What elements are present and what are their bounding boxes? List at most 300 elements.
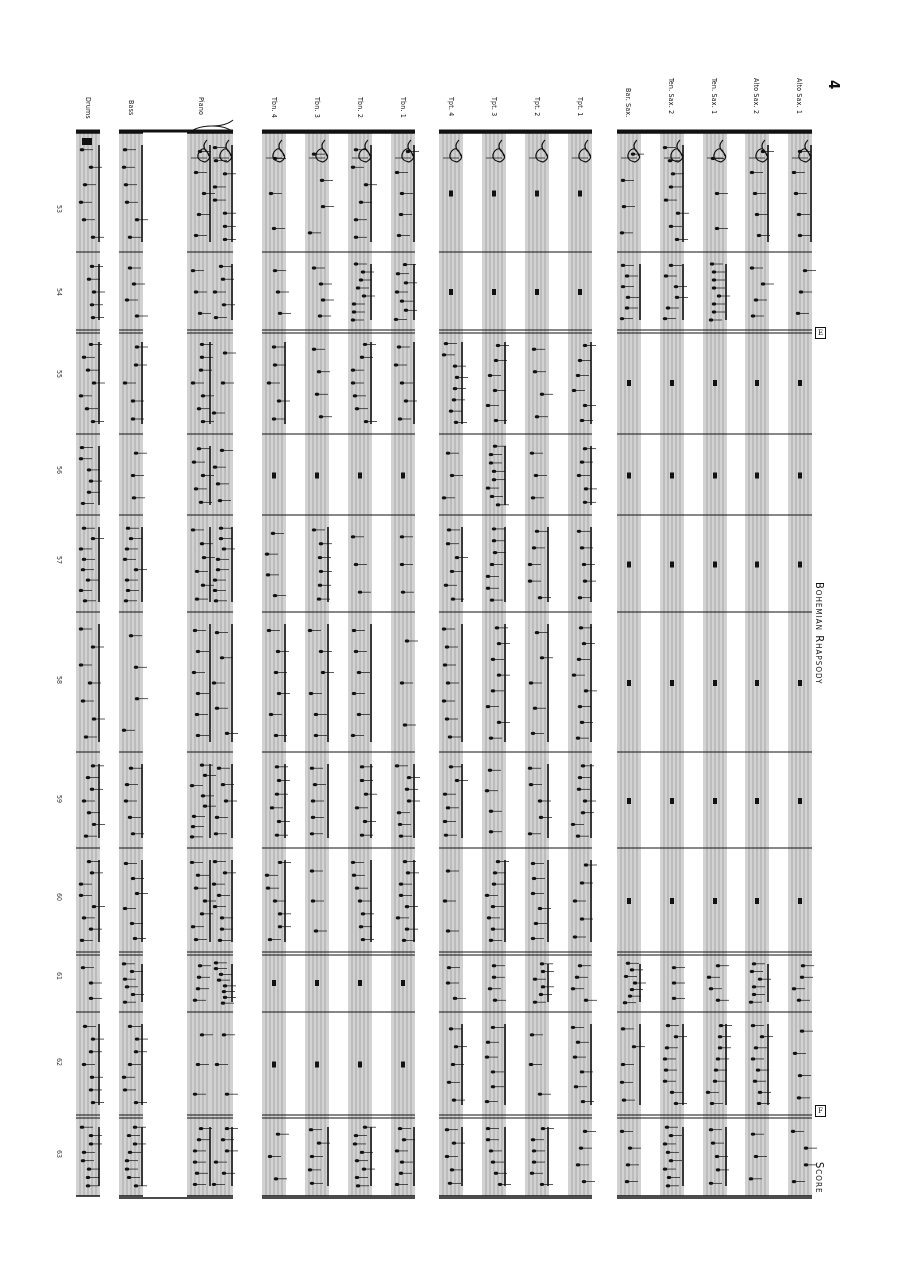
note-head: [448, 735, 452, 738]
note-head: [355, 1176, 359, 1179]
note-head: [485, 1055, 489, 1058]
note-head: [203, 774, 207, 777]
note-head: [531, 1138, 535, 1141]
note-head: [88, 681, 92, 684]
instrument-label-tpt-3: Tpt. 3: [490, 97, 498, 117]
note-head: [674, 1102, 678, 1105]
note-head: [576, 835, 580, 838]
note-head: [403, 723, 407, 726]
note-head: [218, 939, 222, 942]
note-head: [443, 663, 447, 666]
note-head: [354, 148, 358, 151]
note-head: [128, 266, 132, 269]
note-head: [535, 631, 539, 634]
note-head: [89, 1050, 93, 1053]
note-head: [800, 976, 804, 979]
note-head: [496, 860, 500, 863]
note-head: [486, 486, 490, 489]
note-head: [663, 1057, 667, 1060]
note-head: [750, 171, 754, 174]
note-head: [355, 1159, 359, 1162]
note-head: [212, 883, 216, 886]
note-head: [442, 627, 446, 630]
rest-icon: [798, 798, 802, 804]
note-head: [213, 466, 217, 469]
note-head: [203, 899, 207, 902]
measure-number: 61: [55, 972, 63, 981]
note-head: [530, 452, 534, 455]
note-head: [400, 563, 404, 566]
note-head: [491, 1085, 495, 1088]
note-head: [493, 871, 497, 874]
note-head: [577, 474, 581, 477]
note-head: [533, 1001, 537, 1004]
note-head: [91, 316, 95, 319]
note-head: [134, 1184, 138, 1187]
note-head: [630, 968, 634, 971]
note-head: [90, 265, 94, 268]
instrument-label-tpt-2: Tpt. 2: [533, 97, 541, 117]
rest-icon: [315, 980, 319, 986]
instrument-label-bass: Bass: [127, 100, 135, 116]
note-head: [354, 563, 358, 566]
note-head: [123, 381, 127, 384]
note-head: [134, 666, 138, 669]
note-head: [496, 503, 500, 506]
note-head: [402, 939, 406, 942]
note-head: [361, 912, 365, 915]
note-head: [533, 978, 537, 981]
note-head: [800, 1030, 804, 1033]
note-head: [213, 589, 217, 592]
note-head: [91, 645, 95, 648]
note-head: [363, 343, 367, 346]
note-head: [623, 1001, 627, 1004]
note-head: [129, 767, 133, 770]
note-head: [492, 964, 496, 967]
note-head: [580, 546, 584, 549]
note-head: [319, 415, 323, 418]
note-head: [758, 1091, 762, 1094]
measure-number: 63: [55, 1150, 63, 1159]
note-head: [82, 799, 86, 802]
note-head: [446, 869, 450, 872]
note-head: [670, 1091, 674, 1094]
note-head: [491, 1026, 495, 1029]
note-head: [710, 262, 714, 265]
note-head: [135, 892, 139, 895]
rest-icon: [315, 1062, 319, 1068]
note-head: [531, 862, 535, 865]
note-head: [577, 658, 581, 661]
note-head: [134, 568, 138, 571]
note-head: [571, 1026, 575, 1029]
note-head: [87, 491, 91, 494]
note-head: [363, 820, 367, 823]
note-head: [403, 860, 407, 863]
note-head: [87, 468, 91, 471]
note-head: [223, 212, 227, 215]
note-head: [447, 528, 451, 531]
note-head: [403, 263, 407, 266]
note-head: [82, 356, 86, 359]
note-head: [488, 769, 492, 772]
note-head: [132, 282, 136, 285]
note-head: [534, 474, 538, 477]
note-head: [123, 1088, 127, 1091]
note-head: [87, 811, 91, 814]
rest-icon: [627, 562, 631, 568]
note-head: [451, 597, 455, 600]
note-head: [310, 767, 314, 770]
note-head: [124, 183, 128, 186]
note-head: [495, 626, 499, 629]
note-head: [354, 1134, 358, 1137]
note-head: [538, 1093, 542, 1096]
rest-icon: [272, 1062, 276, 1068]
note-head: [200, 356, 204, 359]
note-head: [352, 692, 356, 695]
note-head: [579, 1147, 583, 1150]
note-head: [128, 816, 132, 819]
note-head: [125, 783, 129, 786]
note-head: [130, 970, 134, 973]
note-head: [89, 479, 93, 482]
note-head: [397, 345, 401, 348]
note-head: [312, 153, 316, 156]
note-head: [538, 799, 542, 802]
instrument-label-tbn-2: Tbn. 2: [356, 97, 364, 119]
rest-icon: [401, 980, 405, 986]
note-head: [446, 452, 450, 455]
note-head: [126, 589, 130, 592]
note-head: [124, 862, 128, 865]
note-head: [492, 539, 496, 542]
note-head: [265, 553, 269, 556]
note-head: [351, 535, 355, 538]
note-head: [496, 344, 500, 347]
note-head: [79, 547, 83, 550]
note-head: [312, 348, 316, 351]
note-head: [577, 530, 581, 533]
note-head: [797, 1096, 801, 1099]
note-head: [584, 999, 588, 1002]
note-head: [196, 650, 200, 653]
note-head: [528, 767, 532, 770]
rest-icon: [492, 191, 496, 197]
note-head: [665, 1126, 669, 1129]
note-head: [213, 578, 217, 581]
note-head: [125, 201, 129, 204]
note-head: [716, 964, 720, 967]
note-head: [394, 363, 398, 366]
note-head: [122, 166, 126, 169]
note-head: [214, 967, 218, 970]
note-head: [491, 1160, 495, 1163]
note-head: [127, 1134, 131, 1137]
note-head: [310, 1155, 314, 1158]
note-head: [664, 1068, 668, 1071]
note-head: [539, 993, 543, 996]
note-head: [191, 528, 195, 531]
note-head: [491, 1070, 495, 1073]
note-head: [753, 1080, 757, 1083]
note-head: [399, 894, 403, 897]
note-head: [713, 1080, 717, 1083]
note-head: [443, 820, 447, 823]
note-head: [220, 928, 224, 931]
note-head: [360, 779, 364, 782]
note-head: [400, 1160, 404, 1163]
note-head: [493, 389, 497, 392]
note-head: [749, 1177, 753, 1180]
note-head: [312, 528, 316, 531]
note-head: [402, 1138, 406, 1141]
note-head: [85, 407, 89, 410]
note-head: [452, 398, 456, 401]
rest-icon: [798, 473, 802, 479]
note-head: [351, 861, 355, 864]
note-head: [533, 707, 537, 710]
note-head: [219, 527, 223, 530]
note-head: [87, 860, 91, 863]
note-head: [539, 816, 543, 819]
rest-icon: [798, 380, 802, 386]
note-head: [446, 542, 450, 545]
note-head: [443, 793, 447, 796]
note-head: [267, 629, 271, 632]
note-head: [750, 266, 754, 269]
note-head: [490, 598, 494, 601]
note-head: [582, 642, 586, 645]
note-head: [79, 457, 83, 460]
rest-icon: [578, 191, 582, 197]
note-head: [404, 399, 408, 402]
note-head: [90, 871, 94, 874]
note-head: [92, 905, 96, 908]
note-head: [488, 987, 492, 990]
note-head: [351, 166, 355, 169]
note-head: [127, 1176, 131, 1179]
note-head: [320, 179, 324, 182]
note-head: [444, 834, 448, 837]
note-head: [80, 148, 84, 151]
note-head: [625, 1180, 629, 1183]
note-head: [191, 269, 195, 272]
note-head: [578, 964, 582, 967]
note-head: [278, 912, 282, 915]
instrument-label-tbn-3: Tbn. 3: [313, 97, 321, 119]
note-head: [712, 302, 716, 305]
note-head: [489, 939, 493, 942]
note-head: [197, 976, 201, 979]
rest-icon: [315, 473, 319, 479]
note-head: [399, 1172, 403, 1175]
note-head: [92, 381, 96, 384]
note-head: [352, 302, 356, 305]
note-head: [86, 1176, 90, 1179]
note-head: [712, 310, 716, 313]
note-head: [576, 1163, 580, 1166]
note-head: [199, 1127, 203, 1130]
note-head: [666, 306, 670, 309]
note-head: [445, 717, 449, 720]
instrument-label-alto-sax-1: Alto Sax. 1: [795, 78, 803, 115]
note-head: [715, 1155, 719, 1158]
instrument-label-tpt-1: Tpt. 1: [576, 97, 584, 117]
note-head: [449, 765, 453, 768]
note-head: [707, 976, 711, 979]
rest-icon: [755, 380, 759, 386]
rest-icon: [798, 562, 802, 568]
note-head: [201, 420, 205, 423]
note-head: [80, 939, 84, 942]
note-head: [194, 887, 198, 890]
note-head: [123, 558, 127, 561]
note-head: [583, 447, 587, 450]
note-head: [361, 270, 365, 273]
note-head: [220, 449, 224, 452]
note-head: [578, 705, 582, 708]
note-head: [195, 1172, 199, 1175]
note-head: [399, 835, 403, 838]
instrument-label-piano: Piano: [197, 97, 205, 116]
note-head: [625, 274, 629, 277]
note-head: [452, 1142, 456, 1145]
note-head: [669, 1134, 673, 1137]
note-head: [219, 537, 223, 540]
note-head: [718, 1046, 722, 1049]
note-head: [455, 779, 459, 782]
note-head: [711, 157, 715, 160]
note-head: [268, 938, 272, 941]
note-head: [575, 976, 579, 979]
note-head: [445, 1155, 449, 1158]
note-head: [799, 290, 803, 293]
note-head: [191, 381, 195, 384]
note-head: [664, 274, 668, 277]
note-head: [719, 1024, 723, 1027]
note-head: [581, 764, 585, 767]
note-head: [357, 713, 361, 716]
note-head: [131, 399, 135, 402]
note-head: [223, 996, 227, 999]
note-head: [91, 1037, 95, 1040]
note-head: [321, 671, 325, 674]
note-head: [578, 596, 582, 599]
note-head: [447, 1081, 451, 1084]
note-head: [583, 404, 587, 407]
note-head: [91, 420, 95, 423]
note-head: [407, 776, 411, 779]
rest-icon: [578, 289, 582, 295]
note-head: [215, 631, 219, 634]
note-head: [751, 1133, 755, 1136]
note-head: [712, 278, 716, 281]
note-head: [355, 887, 359, 890]
note-head: [450, 474, 454, 477]
note-head: [318, 584, 322, 587]
note-head: [272, 227, 276, 230]
note-head: [620, 1130, 624, 1133]
note-head: [752, 993, 756, 996]
rest-icon: [627, 680, 631, 686]
note-head: [584, 689, 588, 692]
note-head: [225, 1127, 229, 1130]
note-head: [757, 234, 761, 237]
note-head: [362, 294, 366, 297]
note-head: [584, 487, 588, 490]
instrument-label-bar-sax: Bar. Sax.: [624, 88, 632, 118]
note-head: [278, 312, 282, 315]
note-head: [191, 825, 195, 828]
measure-number: 57: [55, 556, 63, 565]
note-head: [213, 146, 217, 149]
note-head: [276, 1133, 280, 1136]
note-head: [540, 1183, 544, 1186]
note-head: [626, 962, 630, 965]
note-head: [86, 1184, 90, 1187]
note-head: [675, 296, 679, 299]
note-head: [321, 298, 325, 301]
note-head: [202, 556, 206, 559]
note-head: [709, 987, 713, 990]
note-head: [360, 765, 364, 768]
note-head: [573, 899, 577, 902]
note-head: [663, 146, 667, 149]
note-head: [712, 286, 716, 289]
note-head: [398, 1127, 402, 1130]
note-head: [212, 1183, 216, 1186]
note-head: [319, 542, 323, 545]
score-title: Bohemian Rhapsody: [813, 582, 826, 685]
note-head: [215, 1063, 219, 1066]
note-head: [215, 816, 219, 819]
note-head: [201, 794, 205, 797]
note-head: [190, 784, 194, 787]
rehearsal-mark-f: F: [815, 1105, 826, 1117]
note-head: [573, 935, 577, 938]
note-head: [195, 570, 199, 573]
instrument-label-tpt-4: Tpt. 4: [447, 97, 455, 117]
rest-icon: [755, 798, 759, 804]
note-head: [84, 735, 88, 738]
note-head: [532, 1160, 536, 1163]
note-head: [216, 482, 220, 485]
note-head: [135, 1037, 139, 1040]
note-head: [797, 999, 801, 1002]
note-head: [754, 1046, 758, 1049]
note-head: [199, 369, 203, 372]
note-head: [750, 970, 754, 973]
note-head: [363, 1126, 367, 1129]
note-head: [666, 1024, 670, 1027]
note-head: [212, 411, 216, 414]
note-head: [272, 417, 276, 420]
note-head: [716, 1168, 720, 1171]
note-head: [80, 446, 84, 449]
note-head: [319, 650, 323, 653]
note-head: [194, 938, 198, 941]
note-head: [216, 558, 220, 561]
rest-icon: [535, 289, 539, 295]
note-head: [272, 345, 276, 348]
note-head: [583, 501, 587, 504]
rest-icon: [272, 980, 276, 986]
rest-icon: [755, 680, 759, 686]
note-head: [530, 1033, 534, 1036]
note-head: [197, 1138, 201, 1141]
